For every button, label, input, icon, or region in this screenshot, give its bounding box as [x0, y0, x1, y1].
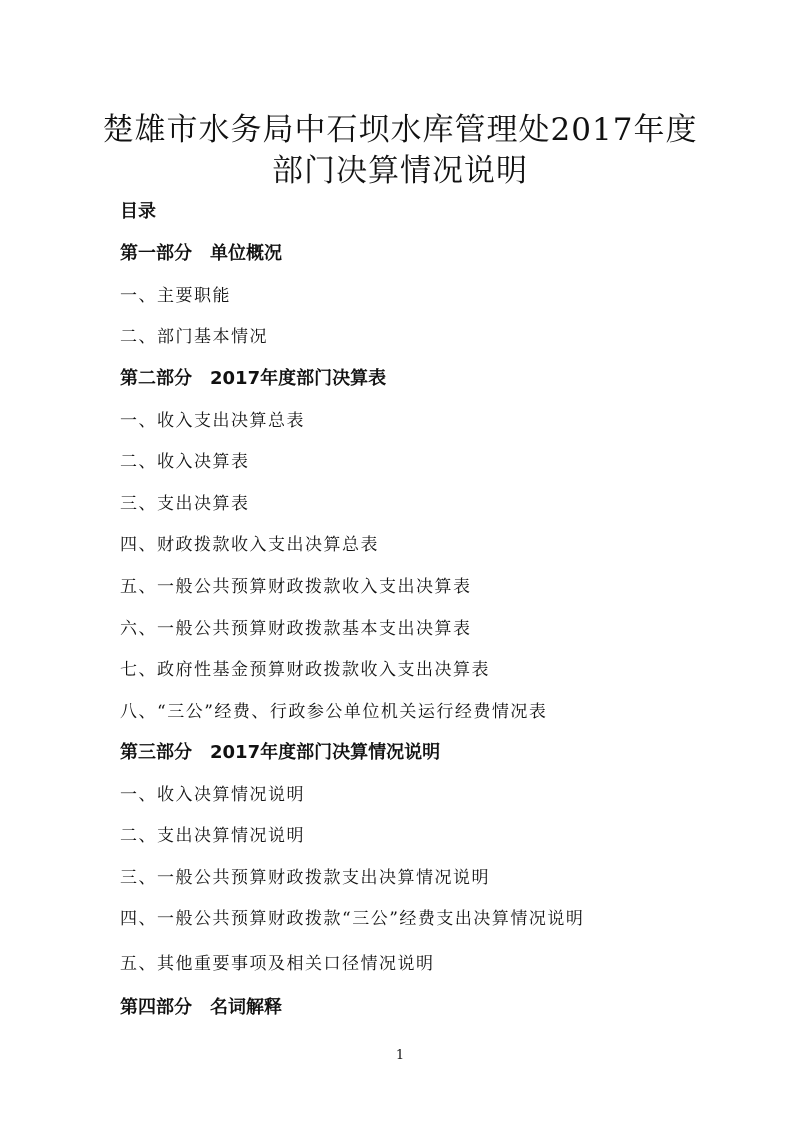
part-1-heading: 第一部分 单位概况	[120, 243, 282, 264]
toc-item: 四、一般公共预算财政拨款“三公”经费支出决算情况说明	[120, 909, 585, 929]
toc-item: 一、主要职能	[120, 286, 231, 306]
toc-item: 三、一般公共预算财政拨款支出决算情况说明	[120, 868, 490, 888]
document-title-line-1: 楚雄市水务局中石坝水库管理处2017年度	[102, 112, 698, 148]
part-3-heading: 第三部分 2017年度部门决算情况说明	[120, 742, 441, 763]
part-4-heading: 第四部分 名词解释	[120, 997, 282, 1018]
page-number: 1	[395, 1048, 405, 1063]
toc-item: 一、收入支出决算总表	[120, 411, 305, 431]
document-title-line-2: 部门决算情况说明	[272, 153, 528, 189]
toc-item: 六、一般公共预算财政拨款基本支出决算表	[120, 619, 472, 639]
part-2-heading: 第二部分 2017年度部门决算表	[120, 368, 387, 389]
toc-item: 三、支出决算表	[120, 494, 250, 514]
toc-item: 一、收入决算情况说明	[120, 785, 305, 805]
toc-item: 二、收入决算表	[120, 452, 250, 472]
toc-label: 目录	[120, 201, 156, 222]
toc-item: 七、政府性基金预算财政拨款收入支出决算表	[120, 660, 490, 680]
toc-item: 五、其他重要事项及相关口径情况说明	[120, 954, 435, 974]
toc-item: 五、一般公共预算财政拨款收入支出决算表	[120, 577, 472, 597]
toc-item: 二、支出决算情况说明	[120, 826, 305, 846]
toc-item: 四、财政拨款收入支出决算总表	[120, 535, 379, 555]
toc-item: 二、部门基本情况	[120, 327, 268, 347]
toc-item: 八、“三公”经费、行政参公单位机关运行经费情况表	[120, 702, 548, 722]
